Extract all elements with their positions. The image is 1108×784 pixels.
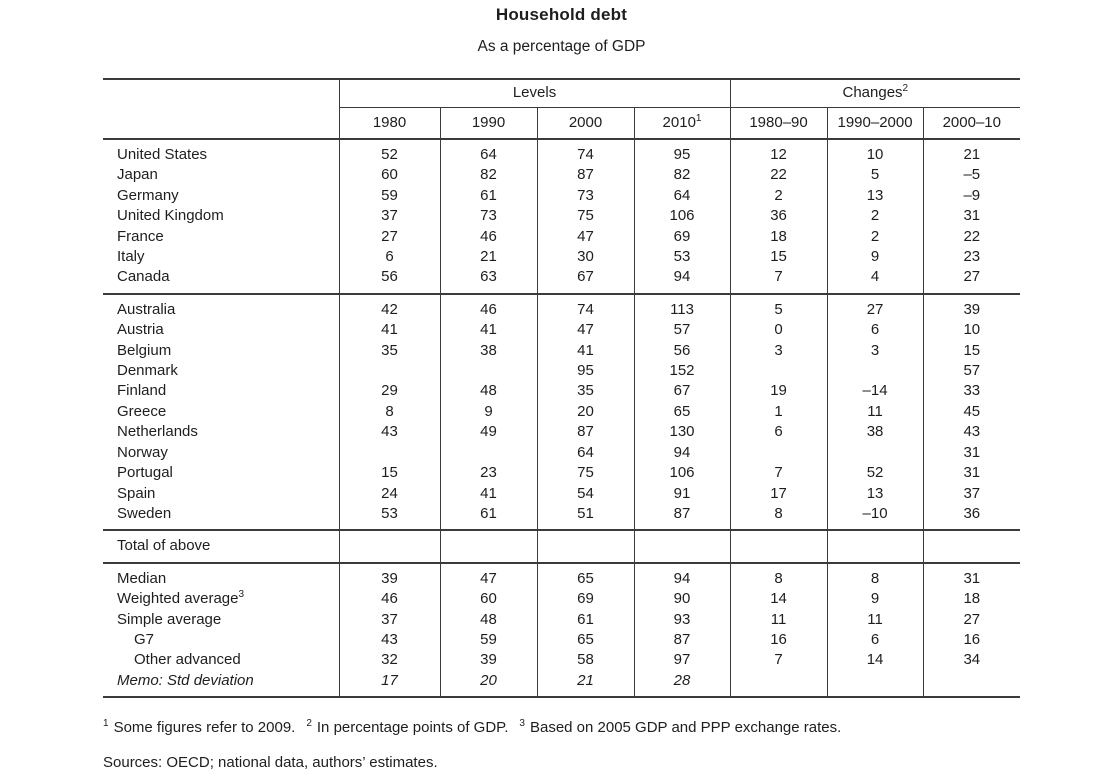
row-label: Finland (103, 381, 339, 401)
cell: 23 (963, 248, 981, 266)
table-header (103, 79, 1020, 139)
cell: 130 (634, 422, 730, 442)
cell (634, 530, 730, 562)
cell: 48 (440, 381, 537, 401)
cell: 73 (440, 206, 537, 226)
cell: 87 (537, 165, 634, 185)
cell: 9 (827, 589, 923, 609)
cell: 2 (730, 186, 827, 206)
cell: 60 (339, 165, 440, 185)
table-row (103, 267, 1020, 293)
cell: 15 (730, 247, 827, 267)
cell: 41 (339, 320, 440, 340)
cell: 8 (730, 563, 827, 589)
cell (827, 530, 923, 562)
cell: 67 (537, 267, 634, 293)
row-label: Netherlands (103, 422, 339, 442)
cell: 64 (634, 186, 730, 206)
cell: 22 (963, 227, 981, 245)
cell: 54 (537, 484, 634, 504)
row-label: Simple average (103, 610, 339, 630)
sources-line: Sources: OECD; national data, authors’ estimates. (103, 753, 438, 771)
cell: 53 (634, 247, 730, 267)
cell: 106 (634, 463, 730, 483)
footnote-marker: 2 (306, 718, 312, 730)
row-label: Germany (103, 186, 339, 206)
cell: 5 (730, 294, 827, 320)
cell: 1 (730, 402, 827, 422)
cell: 2 (827, 206, 923, 226)
cell (730, 361, 827, 381)
cell: 13 (827, 186, 923, 206)
cell: 17 (730, 484, 827, 504)
cell: 35 (537, 381, 634, 401)
table-row (103, 630, 1020, 650)
cell (440, 361, 537, 381)
table-row (103, 206, 1020, 226)
cell: 7 (730, 650, 827, 670)
cell: 67 (634, 381, 730, 401)
column-group-changes: Changes$^2$ (730, 79, 1020, 108)
cell: 95 (537, 361, 634, 381)
cell: 52 (827, 463, 923, 483)
cell: 16 (730, 630, 827, 650)
cell: 93 (634, 610, 730, 630)
cell: 27 (923, 267, 1020, 293)
cell: 75 (537, 206, 634, 226)
row-label: Sweden (103, 504, 339, 530)
cell: 65 (634, 402, 730, 422)
cell: 61 (440, 504, 537, 530)
cell: 9 (440, 402, 537, 422)
cell: 73 (537, 186, 634, 206)
row-label: Spain (103, 484, 339, 504)
table-row (103, 589, 1020, 609)
cell: 48 (440, 610, 537, 630)
cell (440, 530, 537, 562)
footnotes (103, 717, 1020, 739)
cell: 87 (537, 422, 634, 442)
table-row (103, 422, 1020, 442)
cell: 43 (339, 422, 440, 442)
corner-cell (103, 79, 339, 139)
cell (339, 361, 440, 381)
cell: 13 (827, 484, 923, 504)
footnote: $^2$ In percentage points of GDP. (306, 718, 509, 737)
cell: 69 (537, 589, 634, 609)
cell: 49 (440, 422, 537, 442)
cell (537, 530, 634, 562)
cell: 36 (923, 504, 1020, 530)
cell: 56 (634, 341, 730, 361)
cell: 87 (634, 504, 730, 530)
cell (339, 443, 440, 463)
cell: 94 (634, 563, 730, 589)
column-header: 2000 (537, 108, 634, 140)
cell: 69 (634, 227, 730, 247)
cell: 41 (537, 341, 634, 361)
cell: 34 (963, 651, 981, 669)
row-label: Weighted average$^3$ (103, 589, 339, 609)
table-row (103, 671, 1020, 697)
table-row (103, 530, 1020, 562)
cell: 35 (339, 341, 440, 361)
cell: 65 (537, 563, 634, 589)
table-row (103, 484, 1020, 504)
cell: 31 (963, 464, 981, 482)
column-header: 2010$^1$ (634, 108, 730, 140)
column-header-superscript: 1 (695, 112, 702, 124)
table-figure (103, 5, 1020, 698)
cell: 64 (440, 139, 537, 165)
cell: 82 (634, 165, 730, 185)
column-header: 1980 (339, 108, 440, 140)
cell: –9 (963, 186, 981, 204)
row-label: Norway (103, 443, 339, 463)
cell (730, 671, 827, 697)
cell: 4 (827, 267, 923, 293)
cell: 15 (963, 341, 981, 359)
cell: –10 (827, 504, 923, 530)
cell: 11 (730, 610, 827, 630)
cell: 6 (827, 320, 923, 340)
table-row (103, 563, 1020, 589)
row-label-superscript: 3 (238, 589, 245, 601)
row-label: Denmark (103, 361, 339, 381)
cell: –5 (963, 166, 981, 184)
column-header: 1980–90 (730, 108, 827, 140)
column-header: 1990–2000 (827, 108, 923, 140)
cell: 46 (440, 294, 537, 320)
cell: 82 (440, 165, 537, 185)
cell: 38 (440, 341, 537, 361)
cell: 10 (963, 321, 981, 339)
cell (440, 443, 537, 463)
row-label: Italy (103, 247, 339, 267)
cell: 57 (634, 320, 730, 340)
row-label: Austria (103, 320, 339, 340)
cell: 6 (827, 630, 923, 650)
cell: 56 (339, 267, 440, 293)
cell: 38 (827, 422, 923, 442)
cell: 29 (339, 381, 440, 401)
cell: 28 (634, 671, 730, 697)
cell: 11 (827, 402, 923, 422)
cell: 41 (440, 484, 537, 504)
cell: 45 (963, 402, 981, 420)
cell: 14 (730, 589, 827, 609)
cell: 39 (339, 563, 440, 589)
cell: 31 (963, 207, 981, 225)
cell: 61 (440, 186, 537, 206)
table-row (103, 165, 1020, 185)
cell: 42 (339, 294, 440, 320)
column-header: 2000–10 (923, 108, 1020, 140)
figure-subtitle: As a percentage of GDP (477, 38, 646, 55)
cell: 37 (339, 206, 440, 226)
cell: 20 (537, 402, 634, 422)
row-label: United States (103, 139, 339, 165)
row-label: Australia (103, 294, 339, 320)
cell: 6 (730, 422, 827, 442)
cell: 51 (537, 504, 634, 530)
cell: 22 (730, 165, 827, 185)
cell: 43 (963, 423, 981, 441)
cell: 95 (634, 139, 730, 165)
cell: 20 (440, 671, 537, 697)
row-label: Belgium (103, 341, 339, 361)
row-label: Median (103, 563, 339, 589)
cell: 63 (440, 267, 537, 293)
cell: 5 (827, 165, 923, 185)
cell: 19 (730, 381, 827, 401)
cell: 106 (634, 206, 730, 226)
table-row (103, 381, 1020, 401)
cell: 64 (537, 443, 634, 463)
household-debt-table (103, 78, 1020, 698)
row-label: Japan (103, 165, 339, 185)
cell: 65 (537, 630, 634, 650)
cell: 91 (634, 484, 730, 504)
cell: 15 (339, 463, 440, 483)
table-row (103, 610, 1020, 630)
cell: 61 (537, 610, 634, 630)
cell: 58 (537, 650, 634, 670)
cell: 87 (634, 630, 730, 650)
cell: 97 (634, 650, 730, 670)
cell: 31 (963, 569, 981, 587)
table-row (103, 361, 1020, 381)
cell: 8 (730, 504, 827, 530)
cell (730, 443, 827, 463)
cell: 94 (634, 443, 730, 463)
cell: 23 (440, 463, 537, 483)
cell: 17 (339, 671, 440, 697)
column-header: 1990 (440, 108, 537, 140)
cell: 27 (827, 294, 923, 320)
column-group-levels: Levels (339, 79, 730, 108)
cell: 90 (634, 589, 730, 609)
cell: 39 (963, 300, 981, 318)
row-label: Total of above (103, 530, 339, 562)
cell: 113 (634, 294, 730, 320)
cell: 74 (537, 139, 634, 165)
cell: 11 (827, 610, 923, 630)
row-label: Other advanced (103, 650, 339, 670)
table-section-g7-countries (103, 139, 1020, 294)
cell: 46 (339, 589, 440, 609)
table-row (103, 247, 1020, 267)
row-label: Canada (103, 267, 339, 293)
table-row (103, 320, 1020, 340)
cell: 33 (963, 382, 981, 400)
cell: 21 (963, 146, 981, 163)
cell: 75 (537, 463, 634, 483)
cell: 57 (963, 362, 981, 380)
cell: 12 (730, 139, 827, 165)
cell (730, 530, 827, 562)
footnote-marker: 1 (103, 718, 109, 730)
cell: 32 (339, 650, 440, 670)
cell: 37 (963, 484, 981, 502)
cell: 37 (339, 610, 440, 630)
cell: 27 (339, 227, 440, 247)
cell: 30 (537, 247, 634, 267)
cell (827, 443, 923, 463)
row-label: France (103, 227, 339, 247)
cell: –14 (827, 381, 923, 401)
cell: 8 (339, 402, 440, 422)
footnote: $^1$ Some figures refer to 2009. (103, 718, 296, 737)
cell: 18 (730, 227, 827, 247)
cell (827, 361, 923, 381)
cell: 39 (440, 650, 537, 670)
table-row (103, 341, 1020, 361)
row-label: G7 (103, 630, 339, 650)
cell: 27 (963, 610, 981, 628)
cell: 53 (339, 504, 440, 530)
cell: 152 (634, 361, 730, 381)
table-section-other-advanced-countries (103, 294, 1020, 530)
cell: 21 (440, 247, 537, 267)
cell: 16 (963, 630, 981, 648)
cell: 74 (537, 294, 634, 320)
cell: 9 (827, 247, 923, 267)
table-section-total-of-above (103, 530, 1020, 562)
cell: 14 (827, 650, 923, 670)
cell: 59 (339, 186, 440, 206)
cell: 47 (537, 320, 634, 340)
cell: 24 (339, 484, 440, 504)
cell: 46 (440, 227, 537, 247)
table-row (103, 650, 1020, 670)
cell: 60 (440, 589, 537, 609)
cell (827, 671, 923, 697)
cell: 0 (730, 320, 827, 340)
table-row (103, 402, 1020, 422)
table-row (103, 443, 1020, 463)
cell: 47 (537, 227, 634, 247)
cell: 43 (339, 630, 440, 650)
figure-title: Household debt (495, 5, 628, 24)
table-row (103, 139, 1020, 165)
column-group-superscript: 2 (902, 83, 909, 95)
cell (923, 671, 1020, 697)
row-label: Greece (103, 402, 339, 422)
cell: 36 (730, 206, 827, 226)
table-row (103, 227, 1020, 247)
cell: 94 (634, 267, 730, 293)
cell: 3 (730, 341, 827, 361)
table-row (103, 186, 1020, 206)
table-section-aggregates (103, 563, 1020, 697)
cell: 6 (339, 247, 440, 267)
cell: 7 (730, 463, 827, 483)
cell: 3 (827, 341, 923, 361)
cell: 21 (537, 671, 634, 697)
cell: 59 (440, 630, 537, 650)
table-row (103, 463, 1020, 483)
cell: 18 (963, 590, 981, 608)
cell: 52 (339, 139, 440, 165)
cell: 8 (827, 563, 923, 589)
table-row (103, 504, 1020, 530)
cell: 7 (730, 267, 827, 293)
row-label: United Kingdom (103, 206, 339, 226)
cell: 41 (440, 320, 537, 340)
row-label: Portugal (103, 463, 339, 483)
column-group-row (103, 79, 1020, 108)
table-row (103, 294, 1020, 320)
cell (339, 530, 440, 562)
cell: 2 (827, 227, 923, 247)
footnote-marker: 3 (519, 718, 525, 730)
cell: 10 (827, 139, 923, 165)
cell (923, 530, 1020, 562)
cell: 31 (963, 443, 981, 461)
row-label: Memo: Std deviation (103, 671, 339, 697)
cell: 47 (440, 563, 537, 589)
footnote: $^3$ Based on 2005 GDP and PPP exchange rates. (519, 718, 842, 737)
